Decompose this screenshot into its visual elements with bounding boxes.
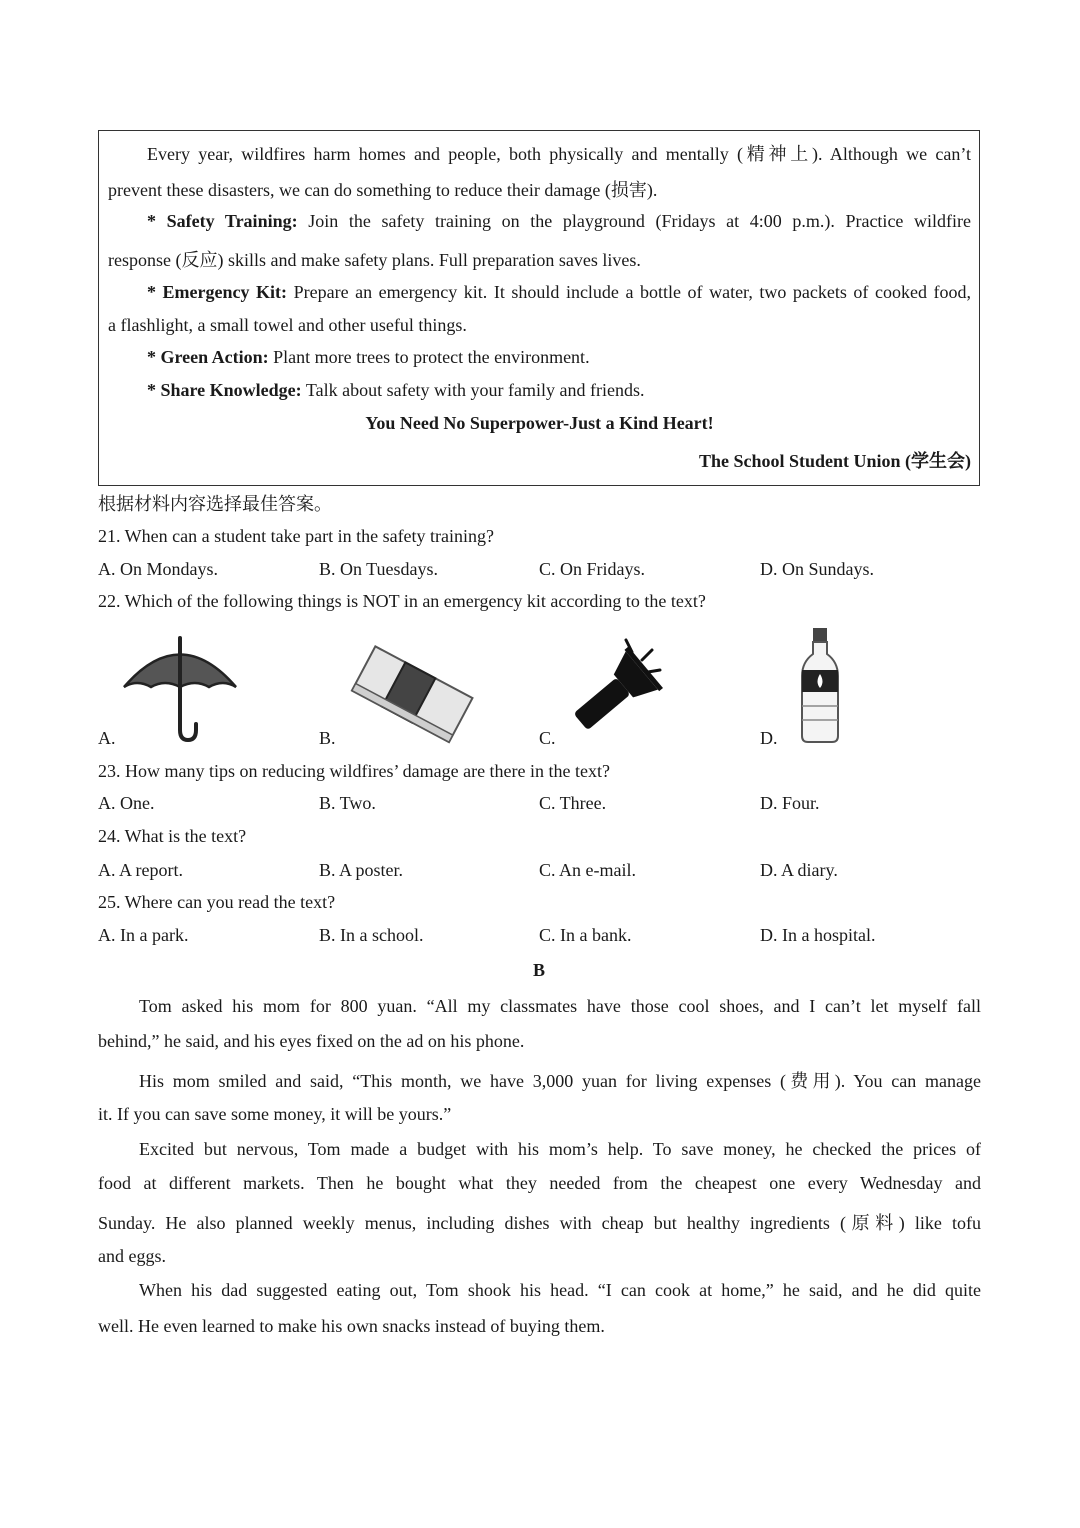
- option-21a[interactable]: A. On Mondays.: [98, 559, 218, 579]
- notice-intro-line1: Every year, wildfires harm homes and people, both physically and mentally (精神上). Although we can’t: [147, 144, 971, 164]
- tip-text: Plant more trees to protect the environment.: [273, 347, 590, 367]
- tip-green-action: [147, 347, 971, 368]
- option-25a[interactable]: A. In a park.: [98, 925, 189, 945]
- question-21: 21. When can a student take part in the safety training?: [98, 526, 495, 546]
- option-25c[interactable]: C. In a bank.: [539, 925, 632, 945]
- tip-text: Join the safety training on the playground (Fridays at 4:00 p.m.). Practice wildfire: [308, 211, 972, 231]
- option-24b[interactable]: B. A poster.: [319, 860, 404, 880]
- question-22: 22. Which of the following things is NOT in an emergency kit according to the text?: [98, 591, 706, 611]
- passage-line: well. He even learned to make his own snacks instead of buying them.: [98, 1316, 605, 1336]
- tip-title: * Emergency Kit:: [147, 282, 288, 302]
- option-23c[interactable]: C. Three.: [539, 793, 607, 813]
- option-22d[interactable]: D.: [760, 728, 778, 748]
- option-22a[interactable]: A.: [98, 728, 116, 748]
- tip-text: Talk about safety with your family and friends.: [305, 380, 645, 400]
- option-21d[interactable]: D. On Sundays.: [760, 559, 875, 579]
- tip-emergency-kit: [147, 282, 971, 303]
- section-b-heading: B: [533, 960, 546, 980]
- option-23b[interactable]: B. Two.: [319, 793, 376, 813]
- option-21c[interactable]: C. On Fridays.: [539, 559, 646, 579]
- passage-line: it. If you can save some money, it will be yours.”: [98, 1104, 452, 1124]
- flashlight-icon: [560, 638, 670, 743]
- passage-line: and eggs.: [98, 1246, 166, 1266]
- option-22b[interactable]: B.: [319, 728, 336, 748]
- tip-title: * Safety Training:: [147, 211, 298, 231]
- option-23a[interactable]: A. One.: [98, 793, 155, 813]
- option-21b[interactable]: B. On Tuesdays.: [319, 559, 439, 579]
- passage-line: food at different markets. Then he bought what they needed from the cheapest one every Wednesday and: [98, 1173, 981, 1193]
- option-22c[interactable]: C.: [539, 728, 556, 748]
- question-25: 25. Where can you read the text?: [98, 892, 336, 912]
- tip-text: Prepare an emergency kit. It should include a bottle of water, two packets of cooked food,: [293, 282, 971, 302]
- towel-icon: [340, 640, 480, 749]
- question-23: 23. How many tips on reducing wildfires’ damage are there in the text?: [98, 761, 610, 781]
- option-24a[interactable]: A. A report.: [98, 860, 183, 880]
- option-24d[interactable]: D. A diary.: [760, 860, 838, 880]
- water-bottle-icon: [798, 626, 842, 749]
- notice-slogan: You Need No Superpower-Just a Kind Heart!: [365, 413, 714, 433]
- question-24: 24. What is the text?: [98, 826, 247, 846]
- tip-title: * Green Action:: [147, 347, 269, 367]
- tip-safety-training-line2: response (反应) skills and make safety plans. Full preparation saves lives.: [108, 250, 641, 270]
- tip-title: * Share Knowledge:: [147, 380, 302, 400]
- tip-safety-training: [147, 211, 971, 232]
- passage-line: behind,” he said, and his eyes fixed on the ad on his phone.: [98, 1031, 525, 1051]
- instruction: 根据材料内容选择最佳答案。: [98, 494, 332, 514]
- option-23d[interactable]: D. Four.: [760, 793, 820, 813]
- option-24c[interactable]: C. An e-mail.: [539, 860, 636, 880]
- tip-emergency-kit-line2: a flashlight, a small towel and other useful things.: [108, 315, 467, 335]
- notice-intro-line2: prevent these disasters, we can do something to reduce their damage (损害).: [108, 180, 658, 200]
- passage-line: Sunday. He also planned weekly menus, including dishes with cheap but healthy ingredients (原料) like tofu: [98, 1213, 981, 1233]
- passage-line: When his dad suggested eating out, Tom shook his head. “I can cook at home,” he said, and he did quite: [139, 1280, 981, 1300]
- umbrella-icon: [120, 632, 240, 749]
- option-25d[interactable]: D. In a hospital.: [760, 925, 876, 945]
- tip-share-knowledge: [147, 380, 971, 401]
- notice-signature: The School Student Union (学生会): [698, 451, 971, 471]
- passage-line: His mom smiled and said, “This month, we have 3,000 yuan for living expenses (费用). You can manage: [139, 1071, 981, 1091]
- passage-line: Excited but nervous, Tom made a budget with his mom’s help. To save money, he checked the prices of: [139, 1139, 981, 1159]
- passage-line: Tom asked his mom for 800 yuan. “All my classmates have those cool shoes, and I can’t let myself fall: [139, 996, 981, 1016]
- option-25b[interactable]: B. In a school.: [319, 925, 424, 945]
